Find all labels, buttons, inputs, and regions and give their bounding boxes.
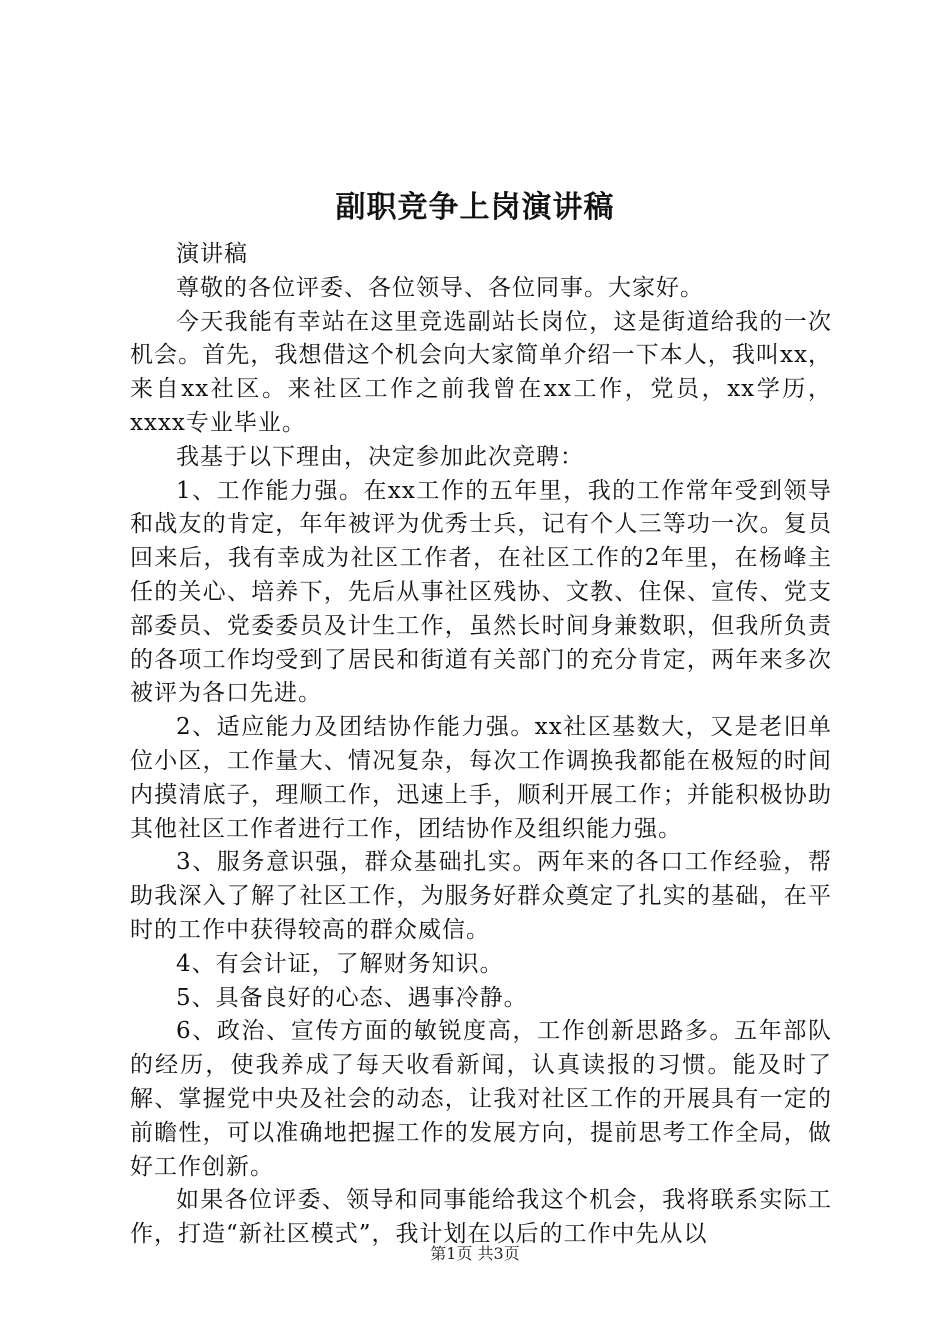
page-footer: 第1页 共3页	[430, 1244, 520, 1263]
paragraph-reason-1: 1、工作能力强。在xx工作的五年里，我的工作常年受到领导和战友的肯定，年年被评为优秀士兵，记有个人三等功一次。复员回来后，我有幸成为社区工作者，在社区工作的2年里，在杨峰主任的关心、培养下，先后从事社区残协、文教、住保、宣传、党支部委员、党委委员及计生工作，虽然长时间身兼数职，但我所负责的各项工作均受到了居民和街道有关部门的充分肯定，两年来多次被评为各口先进。	[130, 477, 832, 707]
paragraph-plan: 如果各位评委、领导和同事能给我这个机会，我将联系实际工作，打造“新社区模式”，我计划在以后的工作中先从以	[130, 1187, 832, 1248]
paragraph-reason-5: 5、具备良好的心态、遇事冷静。	[176, 984, 528, 1011]
document-body	[130, 238, 832, 1252]
paragraph-reason-6: 6、政治、宣传方面的敏锐度高，工作创新思路多。五年部队的经历，使我养成了每天收看新闻，认真读报的习惯。能及时了解、掌握党中央及社会的动态，让我对社区工作的开展具有一定的前瞻性，可以准确地把握工作的发展方向，提前思考工作全局，做好工作创新。	[130, 1018, 832, 1180]
paragraph-reason-3: 3、服务意识强，群众基础扎实。两年来的各口工作经验，帮助我深入了解了社区工作，为服务好群众奠定了扎实的基础，在平时的工作中获得较高的群众威信。	[130, 849, 832, 943]
paragraph-reason-2: 2、适应能力及团结协作能力强。xx社区基数大，又是老旧单位小区，工作量大、情况复杂，每次工作调换我都能在极短的时间内摸清底子，理顺工作，迅速上手，顺利开展工作；并能积极协助其他社区工作者进行工作，团结协作及组织能力强。	[130, 714, 832, 842]
paragraph-reasons-intro: 我基于以下理由，决定参加此次竞聘：	[176, 443, 584, 470]
paragraph-greeting: 尊敬的各位评委、各位领导、各位同事。大家好。	[176, 274, 704, 301]
page-title: 副职竞争上岗演讲稿	[335, 190, 615, 225]
paragraph-subtitle: 演讲稿	[176, 241, 248, 267]
paragraph-introduction: 今天我能有幸站在这里竞选副站长岗位，这是街道给我的一次机会。首先，我想借这个机会向大家简单介绍一下本人，我叫xx，来自xx社区。来社区工作之前我曾在xx工作，党员，xx学历，xxxx专业毕业。	[130, 308, 832, 436]
paragraph-reason-4: 4、有会计证，了解财务知识。	[176, 950, 504, 977]
